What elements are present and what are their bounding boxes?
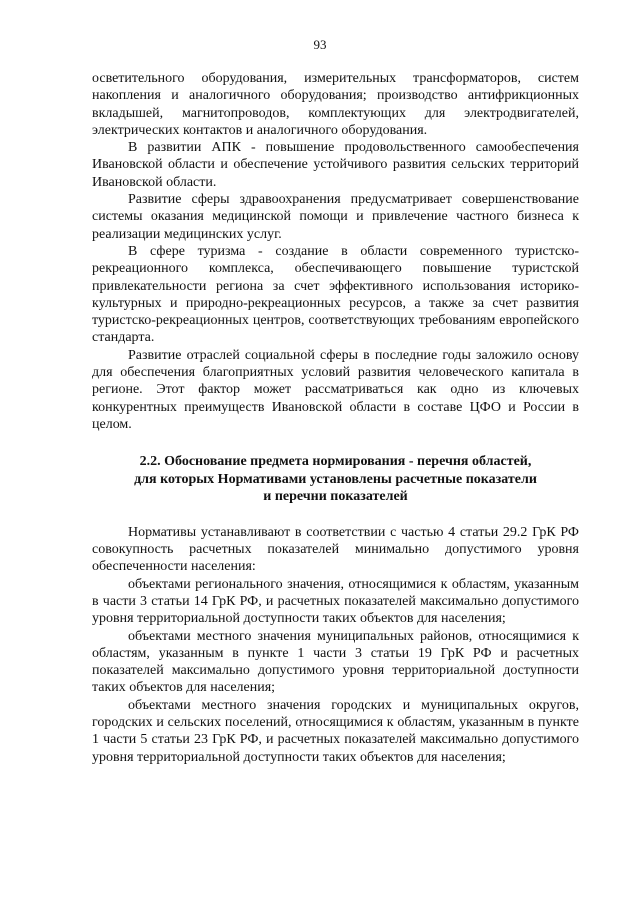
paragraph-social-sphere: Развитие отраслей социальной сферы в последние годы заложило основу для обеспечения благоприятных условий развития человеческого капитала в регионе. Этот фактор может рассматриваться как одно из ключевых конкурентных преимуществ Ивановской области в составе ЦФО и России в целом. <box>92 347 579 432</box>
list-item-settlement-objects: объектами местного значения городских и муниципальных округов, городских и сельских поселений, относящимися к областям, указанным в пункте 1 части 5 статьи 23 ГрК РФ, и расчетных показателей максимально допустимого уровня территориальной доступности таких объектов для населения; <box>92 697 579 765</box>
section-heading-line-1: 2.2. Обоснование предмета нормирования - перечня областей, <box>139 454 532 470</box>
section-heading-line-2: для которых Нормативами установлены расчетные показатели <box>134 471 537 487</box>
paragraph-agro: В развитии АПК - повышение продовольственного самообеспечения Ивановской области и обеспечение устойчивого развития сельских территорий Ивановской области. <box>92 140 579 190</box>
section-heading-line-3: и перечни показателей <box>263 489 408 505</box>
list-item-regional-objects: объектами регионального значения, относящимися к областям, указанным в части 3 статьи 14 ГрК РФ, и расчетных показателей максимально допустимого уровня территориальной доступности таких объектов для населения; <box>92 576 579 627</box>
paragraph-norms-intro: Нормативы устанавливают в соответствии с частью 4 статьи 29.2 ГрК РФ совокупность расчетных показателей минимально допустимого уровня обеспеченности населения: <box>92 524 579 575</box>
paragraph-tourism: В сфере туризма - создание в области современного туристско-рекреационного комплекса, обеспечивающего повышение туристской привлекательности региона за счет эффективного использования историко-культурных и природно-рекреационных ресурсов, а также за счет развития туристско-рекреационных центров, соответствующих требованиям европейского стандарта. <box>92 243 579 346</box>
paragraph-healthcare: Развитие сферы здравоохранения предусматривает совершенствование системы оказания медицинской помощи и привлечение частного бизнеса к реализации медицинских услуг. <box>92 192 579 242</box>
page-body <box>92 70 579 766</box>
paragraph-continuation: осветительного оборудования, измерительных трансформаторов, систем накопления и аналогичного оборудования; производство антифрикционных вкладышей, магнитопроводов, комплектующих для электродвигателей, электрических контактов и аналогичного оборудования. <box>92 71 579 138</box>
section-heading <box>92 453 579 506</box>
page-number: 93 <box>313 37 327 52</box>
list-item-district-objects: объектами местного значения муниципальных районов, относящимися к областям, указанным в пункте 1 части 3 статьи 19 ГрК РФ и расчетных показателей максимально допустимого уровня территориальной доступности таких объектов для населения; <box>92 628 579 696</box>
